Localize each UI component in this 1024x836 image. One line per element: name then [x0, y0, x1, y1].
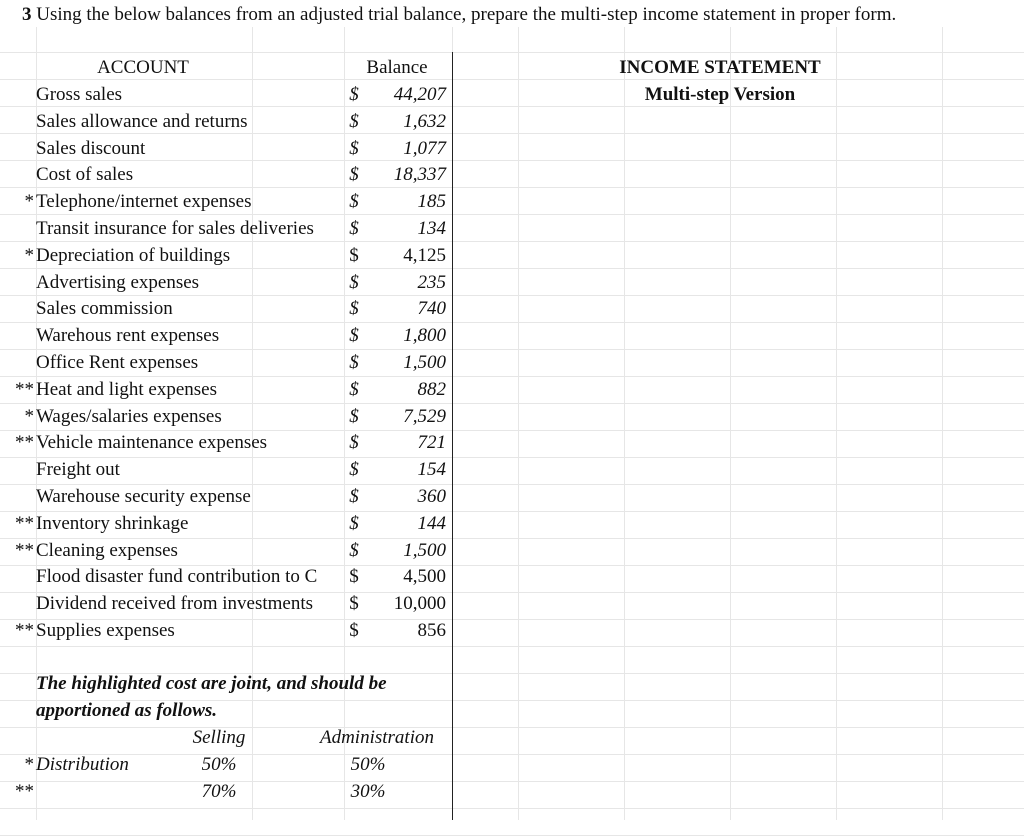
balance-amount: 235 — [417, 271, 446, 293]
apportion-selling-pct: 70% — [201, 781, 237, 802]
dollar-sign: $ — [349, 191, 359, 213]
account-name: Cost of sales — [36, 164, 134, 186]
balance-amount: 4,500 — [403, 566, 446, 588]
row-marker — [0, 295, 34, 322]
account-name: Sales allowance and returns — [36, 110, 248, 132]
balance-amount: 134 — [417, 218, 446, 239]
dollar-sign: $ — [349, 271, 359, 293]
dollar-sign: $ — [349, 486, 359, 507]
grid-vline — [252, 27, 253, 820]
dollar-sign: $ — [349, 512, 359, 534]
apportion-header-selling: Selling — [192, 727, 246, 748]
row-marker — [0, 269, 34, 296]
dollar-sign: $ — [349, 244, 359, 266]
dollar-sign: $ — [349, 405, 359, 427]
grid-vline — [518, 27, 519, 820]
account-name: Vehicle maintenance expenses — [36, 432, 268, 454]
dollar-sign: $ — [349, 137, 359, 159]
row-marker: ** — [15, 378, 34, 400]
account-name: Depreciation of buildings — [36, 244, 231, 266]
row-marker — [0, 135, 34, 162]
balance-amount: 882 — [417, 378, 446, 400]
dollar-sign: $ — [349, 352, 359, 373]
apportion-header-admin: Administration — [319, 727, 434, 748]
row-marker: ** — [15, 620, 34, 641]
dollar-sign: $ — [349, 110, 359, 132]
balance-amount: 1,800 — [403, 325, 446, 347]
question-text: Using the below balances from an adjusted trial balance, prepare the multi-step income statement in proper form. — [36, 4, 897, 25]
apportion-label: Distribution — [36, 754, 129, 775]
note-line-2: apportioned as follows. — [36, 700, 218, 721]
grid-vline — [624, 27, 625, 820]
account-name: Sales commission — [36, 298, 173, 320]
row-marker: ** — [15, 512, 34, 534]
account-name: Flood disaster fund contribution to C — [36, 566, 318, 588]
question-title — [22, 4, 896, 26]
grid-vline — [836, 27, 837, 820]
grid-hline — [0, 52, 1024, 53]
dollar-sign: $ — [349, 218, 359, 239]
balance-amount: 1,077 — [403, 137, 446, 159]
account-name: Supplies expenses — [36, 620, 175, 641]
balance-amount: 740 — [417, 298, 446, 320]
dollar-sign: $ — [349, 164, 359, 186]
account-name: Transit insurance for sales deliveries — [36, 218, 314, 239]
balance-amount: 1,632 — [403, 110, 446, 132]
note-line-1: The highlighted cost are joint, and should be — [36, 673, 387, 694]
account-name: Heat and light expenses — [36, 378, 217, 400]
row-marker — [0, 483, 34, 510]
account-name: Warehous rent expenses — [36, 325, 220, 347]
row-marker — [0, 81, 34, 108]
balance-amount: 4,125 — [403, 244, 446, 266]
row-marker — [0, 563, 34, 590]
account-name: Freight out — [36, 459, 120, 481]
apportion-admin-pct: 30% — [350, 781, 386, 802]
balance-amount: 154 — [417, 459, 446, 481]
dollar-sign: $ — [349, 325, 359, 347]
balance-amount: 10,000 — [393, 593, 446, 615]
balance-amount: 1,500 — [403, 539, 446, 561]
grid-vline — [942, 27, 943, 820]
income-statement-title: INCOME STATEMENT — [619, 57, 821, 78]
row-marker: * — [24, 244, 34, 266]
grid-hline — [0, 457, 1024, 458]
account-name: Gross sales — [36, 84, 123, 105]
account-name: Cleaning expenses — [36, 539, 178, 561]
dollar-sign: $ — [349, 539, 359, 561]
row-marker — [0, 349, 34, 376]
account-name: Telephone/internet expenses — [36, 191, 252, 213]
dollar-sign: $ — [349, 378, 359, 400]
dollar-sign: $ — [349, 620, 359, 641]
row-marker: * — [24, 405, 34, 427]
balance-amount: 185 — [417, 191, 446, 213]
row-marker — [0, 322, 34, 349]
balance-amount: 7,529 — [403, 405, 446, 427]
dollar-sign: $ — [349, 566, 359, 588]
balance-column-border — [452, 52, 453, 820]
grid-hline — [0, 727, 1024, 728]
grid-vline — [730, 27, 731, 820]
row-marker: ** — [15, 432, 34, 454]
grid-hline — [0, 160, 1024, 161]
row-marker — [0, 161, 34, 188]
account-name: Inventory shrinkage — [36, 512, 189, 534]
grid-hline — [0, 808, 1024, 809]
dollar-sign: $ — [349, 298, 359, 320]
account-name: Warehouse security expense — [36, 486, 251, 507]
row-marker: ** — [15, 539, 34, 561]
account-name: Dividend received from investments — [36, 593, 314, 615]
dollar-sign: $ — [349, 432, 359, 454]
apportion-selling-pct: 50% — [201, 754, 237, 775]
row-marker — [0, 215, 34, 242]
header-balance: Balance — [366, 57, 428, 78]
grid-hline — [0, 754, 1024, 755]
balance-amount: 856 — [417, 620, 446, 641]
income-statement-subtitle: Multi-step Version — [644, 84, 796, 105]
account-name: Office Rent expenses — [36, 352, 199, 373]
header-account: ACCOUNT — [97, 57, 189, 78]
row-marker — [0, 456, 34, 483]
apportion-admin-pct: 50% — [350, 754, 386, 775]
balance-amount: 360 — [417, 486, 446, 507]
balance-amount: 18,337 — [393, 164, 446, 186]
grid-hline — [0, 646, 1024, 647]
apportion-marker: * — [24, 754, 34, 775]
dollar-sign: $ — [349, 459, 359, 481]
dollar-sign: $ — [349, 84, 359, 105]
row-marker — [0, 590, 34, 617]
row-marker — [0, 108, 34, 135]
grid-hline — [0, 781, 1024, 782]
balance-amount: 44,207 — [393, 84, 446, 105]
apportion-marker: ** — [15, 781, 34, 802]
balance-amount: 144 — [417, 512, 446, 534]
account-name: Sales discount — [36, 137, 146, 159]
account-name: Advertising expenses — [36, 271, 200, 293]
balance-amount: 1,500 — [403, 352, 446, 373]
dollar-sign: $ — [349, 593, 359, 615]
balance-amount: 721 — [417, 432, 446, 454]
account-name: Wages/salaries expenses — [36, 405, 222, 427]
question-number: 3 — [22, 4, 32, 25]
row-marker: * — [24, 191, 34, 213]
